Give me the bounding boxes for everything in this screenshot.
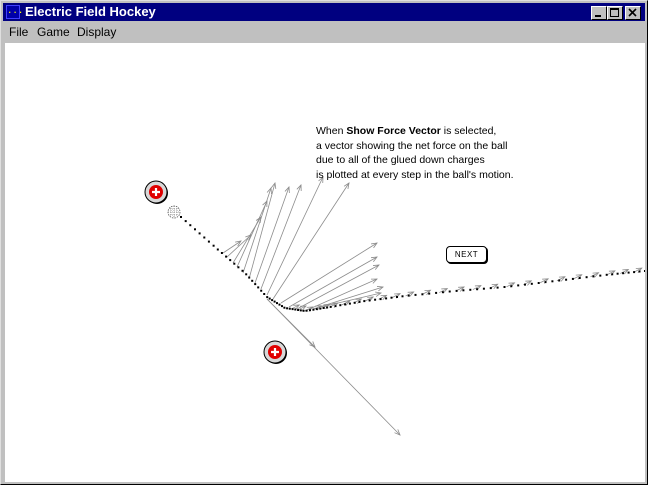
minimize-button[interactable] bbox=[591, 6, 607, 20]
trajectory-dot bbox=[289, 308, 291, 310]
trajectory-dot bbox=[344, 303, 346, 305]
trajectory-dot bbox=[312, 309, 314, 311]
trajectory-dot bbox=[531, 283, 533, 285]
ball-trajectory bbox=[180, 216, 645, 312]
force-vector-head bbox=[371, 243, 377, 248]
trajectory-dot bbox=[490, 287, 492, 289]
plus-charge-icon[interactable] bbox=[264, 341, 287, 364]
trajectory-dot bbox=[279, 304, 281, 306]
trajectory-dot bbox=[233, 263, 235, 265]
trajectory-dot bbox=[294, 309, 296, 311]
trajectory-dot bbox=[572, 278, 574, 280]
force-vector bbox=[289, 257, 377, 307]
menu-game[interactable]: Game bbox=[37, 25, 70, 39]
trajectory-dot bbox=[194, 228, 196, 230]
trajectory-dot bbox=[565, 279, 567, 281]
trajectory-dot bbox=[309, 309, 311, 311]
window-title: Electric Field Hockey bbox=[25, 4, 156, 19]
trajectory-dot bbox=[217, 249, 219, 251]
playing-field[interactable] bbox=[5, 43, 645, 482]
trajectory-dot bbox=[180, 216, 182, 218]
trajectory-dot bbox=[283, 307, 285, 309]
trajectory-dot bbox=[517, 284, 519, 286]
trajectory-dot bbox=[203, 237, 205, 239]
trajectory-dot bbox=[538, 282, 540, 284]
trajectory-dot bbox=[504, 286, 506, 288]
trajectory-dot bbox=[586, 276, 588, 278]
trajectory-dot bbox=[524, 284, 526, 286]
menu-display[interactable]: Display bbox=[77, 25, 117, 39]
close-icon bbox=[626, 7, 640, 19]
trajectory-dot bbox=[476, 288, 478, 290]
title-bar[interactable] bbox=[3, 3, 645, 21]
trajectory-dot bbox=[396, 296, 398, 298]
trajectory-dot bbox=[592, 275, 594, 277]
force-vector-head bbox=[371, 257, 377, 262]
menu-file[interactable]: File bbox=[9, 25, 29, 39]
trajectory-dot bbox=[402, 295, 404, 297]
trajectory-dot bbox=[237, 266, 239, 268]
trajectory-dot bbox=[510, 285, 512, 287]
trajectory-dot bbox=[189, 224, 191, 226]
trajectory-dot bbox=[606, 274, 608, 276]
trajectory-dot bbox=[225, 256, 227, 258]
force-vector-head bbox=[344, 183, 349, 189]
trajectory-dot bbox=[335, 305, 337, 307]
force-vector bbox=[297, 265, 379, 309]
trajectory-dot bbox=[442, 291, 444, 293]
trajectory-dot bbox=[242, 270, 244, 272]
trajectory-dot bbox=[257, 286, 259, 288]
trajectory-dot bbox=[326, 307, 328, 309]
trajectory-dot bbox=[415, 294, 417, 296]
trajectory-dot bbox=[408, 295, 410, 297]
trajectory-dot bbox=[369, 299, 371, 301]
caption-emphasis: Show Force Vector bbox=[346, 125, 441, 137]
trajectory-dot bbox=[276, 302, 278, 304]
start-crosshair-icon bbox=[168, 206, 180, 218]
trajectory-dot bbox=[428, 293, 430, 295]
trajectory-dot bbox=[622, 272, 624, 274]
trajectory-dot bbox=[316, 308, 318, 310]
trajectory-dot bbox=[639, 271, 641, 273]
trajectory-dot bbox=[551, 280, 553, 282]
trajectory-dot bbox=[449, 291, 451, 293]
trajectory-dot bbox=[319, 308, 321, 310]
trajectory-dot bbox=[274, 301, 276, 303]
trajectory-dot bbox=[349, 303, 351, 305]
trajectory-dot bbox=[339, 304, 341, 306]
force-vector bbox=[281, 243, 377, 303]
force-vector bbox=[237, 201, 267, 267]
trajectory-dot bbox=[323, 307, 325, 309]
trajectory-dot bbox=[374, 299, 376, 301]
caption-line: due to all of the glued down charges bbox=[316, 154, 485, 166]
minimize-icon bbox=[592, 7, 606, 19]
trajectory-dot bbox=[303, 310, 305, 312]
trajectory-dot bbox=[469, 289, 471, 291]
instruction-text bbox=[316, 124, 514, 182]
trajectory-dot bbox=[199, 232, 201, 234]
trajectory-dot bbox=[435, 292, 437, 294]
trajectory-dot bbox=[263, 293, 265, 295]
force-vector bbox=[243, 188, 271, 273]
force-vector bbox=[255, 187, 289, 283]
app-icon[interactable]: ... bbox=[6, 5, 20, 19]
trajectory-dot bbox=[185, 220, 187, 222]
trajectory-dot bbox=[359, 301, 361, 303]
next-button[interactable]: NEXT bbox=[446, 246, 487, 263]
trajectory-dot bbox=[297, 309, 299, 311]
trajectory-dot bbox=[633, 271, 635, 273]
trajectory-dot bbox=[545, 281, 547, 283]
trajectory-dot bbox=[380, 298, 382, 300]
trajectory-dot bbox=[300, 309, 302, 311]
plus-charge-icon[interactable] bbox=[145, 181, 168, 204]
close-button[interactable] bbox=[625, 6, 641, 20]
trajectory-dot bbox=[579, 277, 581, 279]
trajectory-dot bbox=[248, 277, 250, 279]
caption-line: is plotted at every step in the ball's motion. bbox=[316, 168, 514, 181]
trajectory-dot bbox=[330, 306, 332, 308]
field-drawing bbox=[5, 43, 645, 482]
trajectory-dot bbox=[391, 297, 393, 299]
trajectory-dot bbox=[363, 300, 365, 302]
trajectory-dot bbox=[462, 289, 464, 291]
trajectory-dot bbox=[483, 288, 485, 290]
trajectory-dot bbox=[611, 273, 613, 275]
maximize-icon bbox=[608, 7, 622, 19]
trajectory-dot bbox=[271, 299, 273, 301]
force-vector-arrows bbox=[223, 177, 642, 435]
trajectory-dot bbox=[245, 273, 247, 275]
trajectory-dot bbox=[354, 302, 356, 304]
trajectory-dot bbox=[456, 290, 458, 292]
trajectory-dot bbox=[497, 287, 499, 289]
trajectory-dot bbox=[599, 275, 601, 277]
trajectory-dot bbox=[385, 297, 387, 299]
maximize-button[interactable] bbox=[607, 6, 623, 20]
trajectory-dot bbox=[229, 259, 231, 261]
trajectory-dot bbox=[266, 296, 268, 298]
trajectory-dot bbox=[281, 305, 283, 307]
trajectory-dot bbox=[558, 280, 560, 282]
trajectory-dot bbox=[644, 270, 645, 272]
trajectory-dot bbox=[421, 293, 423, 295]
trajectory-dot bbox=[628, 272, 630, 274]
trajectory-dot bbox=[251, 280, 253, 282]
trajectory-dot bbox=[221, 252, 223, 254]
trajectory-dot bbox=[617, 273, 619, 275]
caption-suffix: is selected, bbox=[440, 125, 497, 137]
trajectory-dot bbox=[260, 290, 262, 292]
caption-prefix: When bbox=[316, 125, 347, 137]
caption-line: a vector showing the net force on the ball bbox=[316, 139, 508, 152]
trajectory-dot bbox=[292, 308, 294, 310]
trajectory-dot bbox=[286, 307, 288, 309]
trajectory-dot bbox=[213, 245, 215, 247]
trajectory-dot bbox=[208, 241, 210, 243]
trajectory-dot bbox=[306, 310, 308, 312]
caption-line bbox=[316, 124, 514, 139]
trajectory-dot bbox=[254, 283, 256, 285]
menu-bar bbox=[3, 22, 645, 41]
trajectory-dot bbox=[269, 298, 271, 300]
